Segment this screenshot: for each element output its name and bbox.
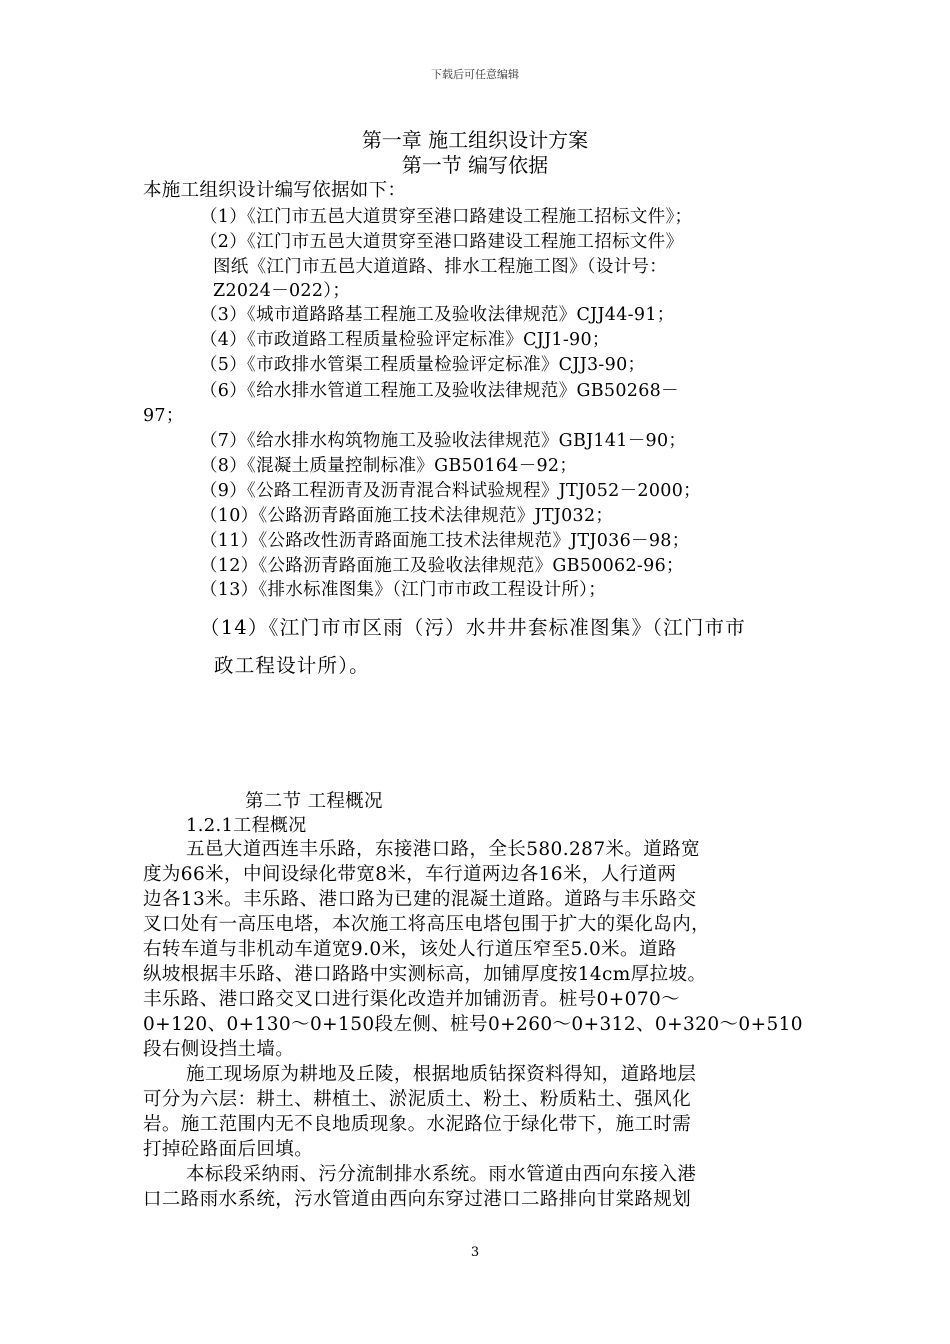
body-line: 纵坡根据丰乐路、港口路路中实测标高，加铺厚度按14cm厚拉坡。 [143,964,707,985]
ref-item: 政工程设计所）。 [214,654,370,677]
ref-item: 97； [143,406,184,426]
ref-item: 图纸《江门市五邑大道道路、排水工程施工图》（设计号： [213,257,668,277]
ref-item: （10）《公路沥青路面施工技术法律规范》JTJ032； [200,506,614,526]
ref-item: （12）《公路沥青路面施工及验收法律规范》GB50062-96； [200,556,684,576]
ref-item: （13）《排水标准图集》（江门市市政工程设计所）； [200,580,607,600]
chapter-title: 第一章 施工组织设计方案 [361,128,589,152]
section2-title: 第二节 工程概况 [245,791,383,812]
ref-item: （8）《混凝土质量控制标准》GB50164－92； [200,456,578,476]
ref-item: （4）《市政道路工程质量检验评定标准》CJJ1-90； [200,330,610,350]
page-number: 3 [470,1245,480,1260]
body-line: 叉口处有一高压电塔，本次施工将高压电塔包围于扩大的渠化岛内， [143,914,711,935]
body-line: 段右侧设挡土墙。 [143,1039,295,1060]
ref-item: Z2024－022）； [213,281,351,301]
intro-line: 本施工组织设计编写依据如下： [143,180,407,201]
ref-item: （1）《江门市五邑大道贯穿至港口路建设工程施工招标文件》； [200,207,693,227]
header-note: 下载后可任意编辑 [431,68,519,81]
subsection-title: 1.2.1工程概况 [186,815,307,836]
body-line: 右转车道与非机动车道宽9.0米，该处人行道压窄至5.0米。道路 [143,939,677,960]
ref-item: （2）《江门市五邑大道贯穿至港口路建设工程施工招标文件》 [200,232,684,252]
ref-item: （7）《给水排水构筑物施工及验收法律规范》GBJ141－90； [200,431,687,451]
ref-item: （5）《市政排水管渠工程质量检验评定标准》CJJ3-90； [200,355,646,375]
body-line: 口二路雨水系统，污水管道由西向东穿过港口二路排向甘棠路规划 [143,1189,692,1210]
section1-title: 第一节 编写依据 [401,153,549,177]
body-line: 本标段采纳雨、污分流制排水系统。雨水管道由西向东接入港 [186,1164,697,1185]
body-line: 度为66米，中间设绿化带宽8米，车行道两边各16米，人行道两 [143,864,677,885]
body-line: 施工现场原为耕地及丘陵，根据地质钻探资料得知，道路地层 [186,1064,697,1085]
ref-item: （6）《给水排水管道工程施工及验收法律规范》GB50268－ [200,381,679,401]
body-line: 0+120、0+130～0+150段左侧、桩号0+260～0+312、0+320～0+510 [143,1014,803,1035]
body-line: 可分为六层：耕土、耕植土、淤泥质土、粉土、粉质粘土、强风化 [143,1089,692,1110]
ref-item: （11）《公路改性沥青路面施工技术法律规范》JTJ036－98； [200,531,690,551]
body-line: 五邑大道西连丰乐路，东接港口路，全长580.287米。道路宽 [186,839,701,860]
ref-item: （3）《城市道路路基工程施工及验收法律规范》CJJ44-91； [200,305,675,325]
ref-item: （9）《公路工程沥青及沥青混合料试验规程》JTJ052－2000； [200,481,701,501]
body-line: 丰乐路、港口路交叉口进行渠化改造并加铺沥青。桩号0+070～ [143,989,681,1010]
body-line: 岩。施工范围内无不良地质现象。水泥路位于绿化带下，施工时需 [143,1114,692,1135]
body-line: 打掉砼路面后回填。 [143,1139,314,1160]
body-line: 边各13米。丰乐路、港口路为已建的混凝土道路。道路与丰乐路交 [143,889,697,910]
ref-item: （14）《江门市市区雨（污）水井井套标准图集》（江门市市 [200,616,746,639]
